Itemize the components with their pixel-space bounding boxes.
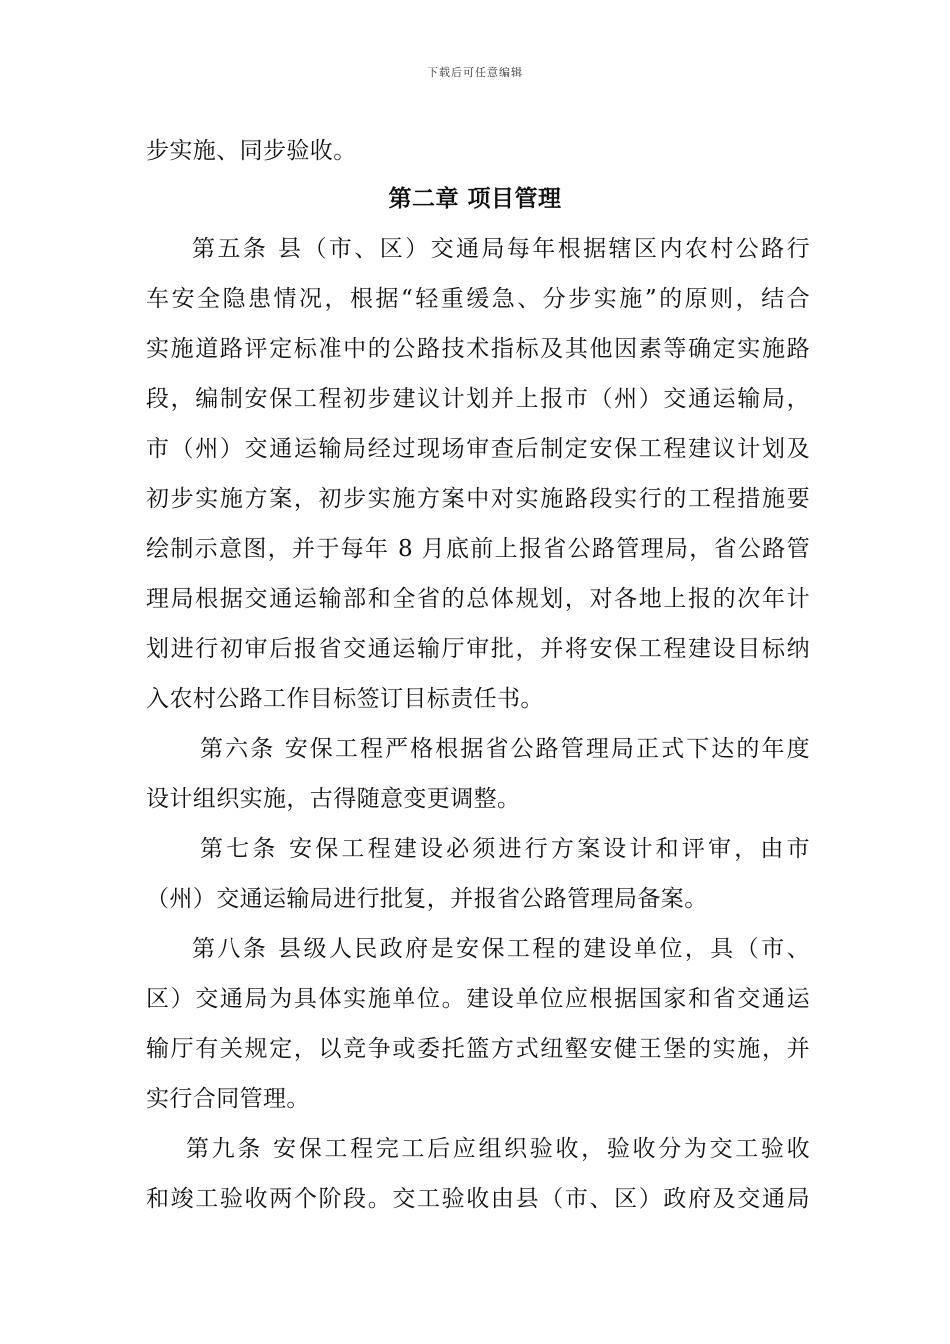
article-5-line-4: 段，编制安保工程初步建议计划并上报市（州）交通运输局， [146,386,810,412]
article-8-line-3: 输厅有关规定，以竞争或委托篮方式纽壑安健王堡的实施，并 [146,1036,810,1062]
article-5-line-7: 绘制示意图，并于每年 8 月底前上报省公路管理局，省公路管 [146,536,810,562]
article-8-line-4: 实行合同管理。 [146,1086,310,1112]
article-5-line-5: 市（州）交通运输局经过现场审查后制定安保工程建议计划及 [146,436,810,462]
article-6-line-1: 第六条 安保工程严格根据省公路管理局正式下达的年度 [200,736,810,762]
article-5-line-6: 初步实施方案，初步实施方案中对实施路段实行的工程措施要 [146,486,810,512]
article-5-line-1: 第五条 县（市、区）交通局每年根据辖区内农村公路行 [192,236,810,262]
article-7-line-2: （州）交通运输局进行批复，并报省公路管理局备案。 [146,886,708,912]
article-5-line-2: 车安全隐患情况，根据“轻重缓急、分步实施”的原则，结合 [146,286,810,312]
chapter-title: 第二章 项目管理 [388,185,562,212]
article-8-line-1: 第八条 县级人民政府是安保工程的建设单位，具（市、 [192,936,810,962]
article-9-line-2: 和竣工验收两个阶段。交工验收由县（市、区）政府及交通局 [146,1186,810,1212]
intro-line: 步实施、同步验收。 [146,138,357,164]
article-5-line-3: 实施道路评定标准中的公路技术指标及其他因素等确定实施路 [146,336,810,362]
article-8-line-2: 区）交通局为具体实施单位。建设单位应根据国家和省交通运 [146,986,810,1012]
article-9-line-1: 第九条 安保工程完工后应组织验收，验收分为交工验收 [186,1136,810,1162]
article-7-line-1: 第七条 安保工程建设必须进行方案设计和评审，由市 [200,836,810,862]
article-6-line-2: 设计组织实施，古得随意变更调整。 [146,786,521,812]
article-5-line-8: 理局根据交通运输部和全省的总体规划，对各地上报的次年计 [146,586,810,612]
article-5-line-9: 划进行初审后报省交通运输厅审批，并将安保工程建设目标纳 [146,636,810,662]
article-5-line-10: 入农村公路工作目标签订目标责任书。 [146,686,544,712]
page-header: 下载后可任意编辑 [427,66,523,79]
